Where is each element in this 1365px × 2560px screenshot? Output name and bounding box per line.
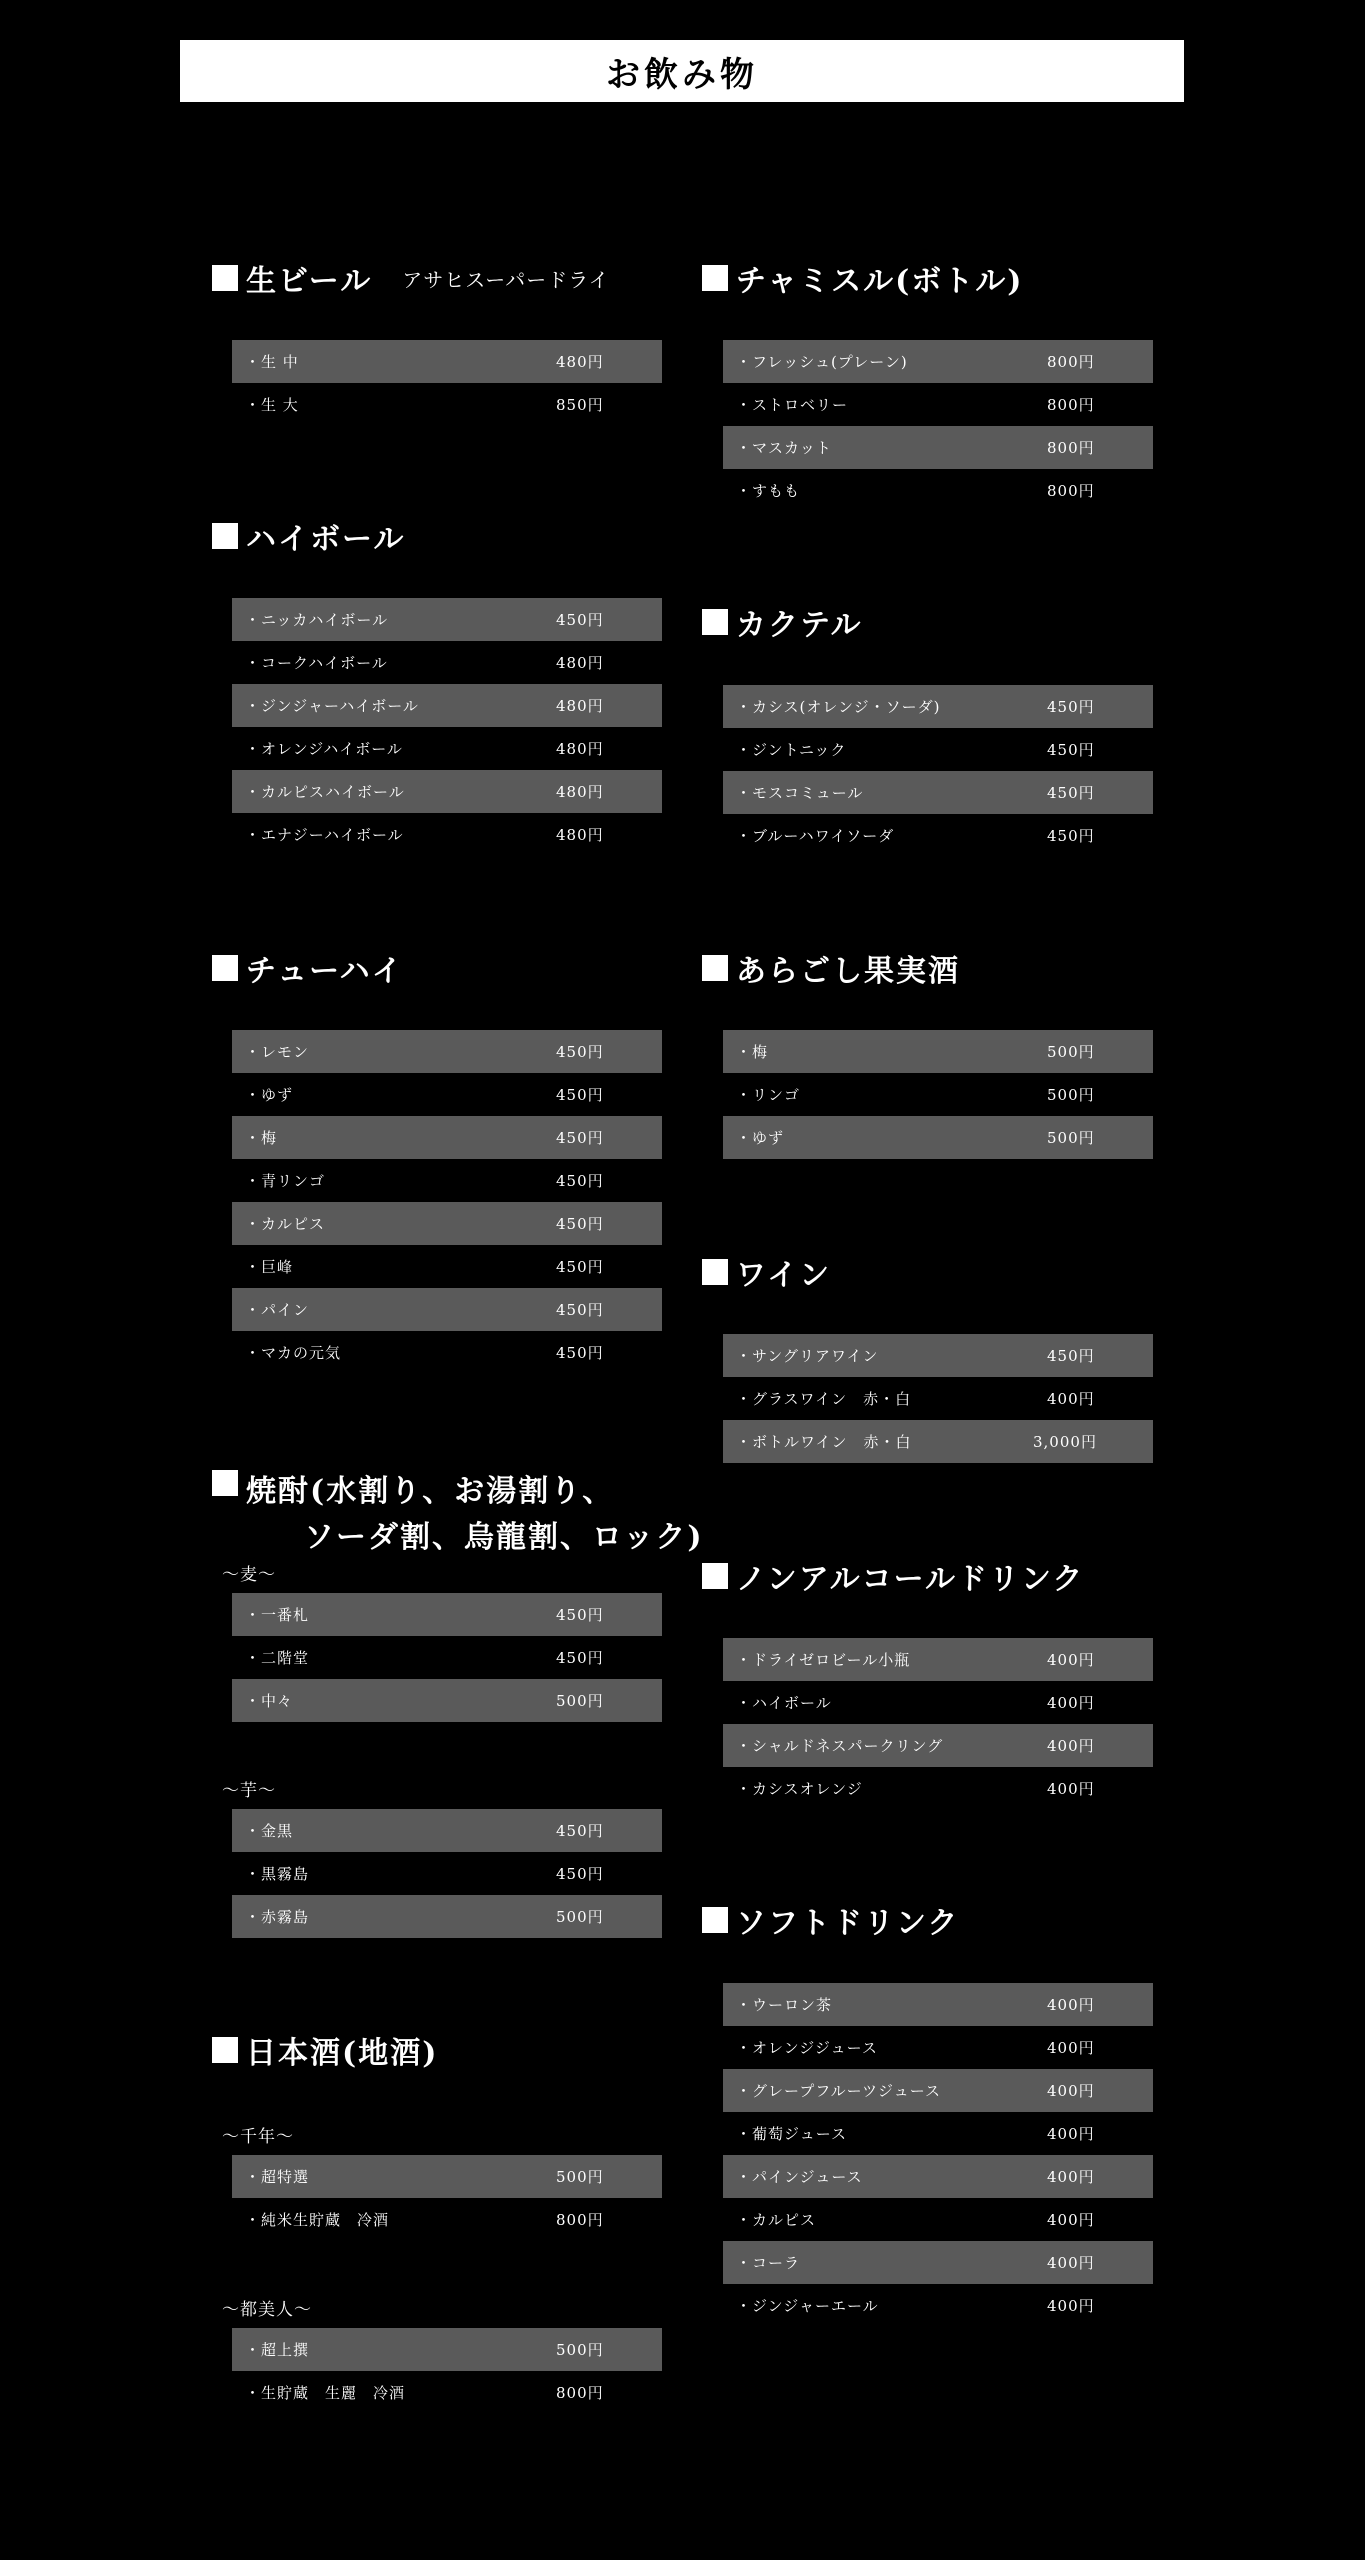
item-price: 450円: [1047, 698, 1095, 716]
item-price: 480円: [556, 697, 604, 715]
square-bullet-icon: [702, 1259, 728, 1285]
item-price: 400円: [1047, 2125, 1095, 2143]
item-price: 450円: [556, 1344, 604, 1362]
item-name: ・生貯蔵 生麗 冷酒: [245, 2384, 406, 2402]
menu-item: [723, 383, 1153, 426]
menu-item: [232, 598, 662, 641]
section-header-highball: [212, 514, 405, 558]
menu-item: [232, 1895, 662, 1938]
item-name: ・カルピスハイボール: [245, 783, 405, 801]
item-price: 400円: [1047, 2254, 1095, 2272]
item-name: ・黒霧島: [245, 1865, 310, 1883]
section-title: 日本酒(地酒): [246, 2036, 439, 2071]
item-name: ・モスコミュール: [736, 784, 864, 802]
menu-list-fruit-liquor: [723, 1030, 1153, 1159]
section-title: カクテル: [736, 608, 863, 643]
item-price: 450円: [556, 1129, 604, 1147]
item-price: 400円: [1047, 1694, 1095, 1712]
item-price: 450円: [556, 1606, 604, 1624]
item-price: 800円: [1047, 353, 1095, 371]
item-name: ・巨峰: [245, 1258, 294, 1276]
menu-item: [232, 383, 662, 426]
menu-item: [232, 1030, 662, 1073]
menu-item: [723, 2198, 1153, 2241]
item-name: ・ジンジャーハイボール: [245, 697, 419, 715]
section-title: ソフトドリンク: [736, 1906, 960, 1941]
item-name: ・フレッシュ(プレーン): [736, 353, 908, 371]
square-bullet-icon: [212, 2037, 238, 2063]
item-name: ・一番札: [245, 1606, 310, 1624]
section-header-non-alcohol: [702, 1554, 1084, 1598]
item-name: ・梅: [736, 1043, 769, 1061]
menu-item: [232, 813, 662, 856]
item-name: ・ジントニック: [736, 741, 847, 759]
item-price: 850円: [556, 396, 604, 414]
menu-item: [723, 2026, 1153, 2069]
item-price: 500円: [556, 2168, 604, 2186]
item-price: 400円: [1047, 1651, 1095, 1669]
item-price: 450円: [556, 1172, 604, 1190]
item-name: ・パイン: [245, 1301, 310, 1319]
item-price: 450円: [1047, 1347, 1095, 1365]
menu-item: [232, 1288, 662, 1331]
page-title: お飲み物: [180, 40, 1184, 102]
square-bullet-icon: [702, 609, 728, 635]
menu-item: [232, 684, 662, 727]
item-name: ・ブルーハワイソーダ: [736, 827, 895, 845]
menu-item: [232, 1331, 662, 1374]
menu-item: [232, 1116, 662, 1159]
square-bullet-icon: [212, 1470, 238, 1496]
menu-item: [723, 2155, 1153, 2198]
menu-item: [723, 685, 1153, 728]
section-title-line2: ソーダ割、烏龍割、ロック): [304, 1520, 704, 1555]
item-name: ・カルピス: [245, 1215, 326, 1233]
menu-item: [232, 1073, 662, 1116]
item-name: ・ハイボール: [736, 1694, 832, 1712]
section-header-chamisul: [702, 256, 1024, 300]
item-name: ・パインジュース: [736, 2168, 863, 2186]
item-price: 450円: [556, 1301, 604, 1319]
menu-list-beer: [232, 340, 662, 426]
item-price: 400円: [1047, 1737, 1095, 1755]
item-name: ・二階堂: [245, 1649, 310, 1667]
item-price: 400円: [1047, 2039, 1095, 2057]
menu-item: [723, 469, 1153, 512]
item-name: ・レモン: [245, 1043, 310, 1061]
menu-item: [723, 1073, 1153, 1116]
item-name: ・超特選: [245, 2168, 310, 2186]
section-header-fruit-liquor: [702, 946, 960, 990]
item-price: 500円: [1047, 1129, 1095, 1147]
item-price: 480円: [556, 783, 604, 801]
item-name: ・葡萄ジュース: [736, 2125, 847, 2143]
menu-item: [723, 814, 1153, 857]
menu-item: [723, 1983, 1153, 2026]
item-name: ・ドライゼロビール小瓶: [736, 1651, 911, 1669]
menu-list-chamisul: [723, 340, 1153, 512]
square-bullet-icon: [212, 523, 238, 549]
item-price: 480円: [556, 353, 604, 371]
item-price: 800円: [1047, 396, 1095, 414]
item-name: ・生 大: [245, 396, 299, 414]
item-price: 480円: [556, 740, 604, 758]
menu-item: [723, 771, 1153, 814]
section-header-shochu: [212, 1466, 704, 1556]
section-subtitle: アサヒスーパードライ: [402, 267, 610, 292]
item-price: 400円: [1047, 1780, 1095, 1798]
item-name: ・オレンジジュース: [736, 2039, 878, 2057]
menu-item: [232, 770, 662, 813]
item-price: 400円: [1047, 2082, 1095, 2100]
item-name: ・カシスオレンジ: [736, 1780, 863, 1798]
menu-item: [723, 1116, 1153, 1159]
item-name: ・ストロベリー: [736, 396, 849, 414]
square-bullet-icon: [212, 265, 238, 291]
menu-item: [723, 1638, 1153, 1681]
menu-item: [232, 2328, 662, 2371]
menu-item: [723, 1334, 1153, 1377]
item-name: ・ゆず: [245, 1086, 294, 1104]
menu-item: [232, 1245, 662, 1288]
menu-item: [232, 1159, 662, 1202]
group-label-sennen: ～千年～: [222, 2127, 294, 2147]
item-price: 400円: [1047, 1996, 1095, 2014]
item-name: ・コークハイボール: [245, 654, 388, 672]
item-name: ・ウーロン茶: [736, 1996, 833, 2014]
menu-item: [232, 2371, 662, 2414]
menu-item: [232, 1679, 662, 1722]
group-label-miyakobijin: ～都美人～: [222, 2300, 312, 2320]
item-name: ・オレンジハイボール: [245, 740, 403, 758]
menu-item: [723, 1724, 1153, 1767]
section-title: ノンアルコールドリンク: [736, 1562, 1085, 1597]
item-price: 480円: [556, 654, 604, 672]
menu-item: [723, 1377, 1153, 1420]
item-price: 400円: [1047, 1390, 1095, 1408]
section-header-soft-drink: [702, 1898, 959, 1942]
item-name: ・カルピス: [736, 2211, 817, 2229]
item-name: ・リンゴ: [736, 1086, 801, 1104]
menu-item: [723, 2112, 1153, 2155]
menu-list-highball: [232, 598, 662, 856]
section-header-beer: [212, 256, 610, 300]
item-name: ・ニッカハイボール: [245, 611, 389, 629]
group-label-mugi: ～麦～: [222, 1565, 276, 1585]
item-price: 500円: [556, 1692, 604, 1710]
item-price: 450円: [556, 1086, 604, 1104]
menu-list-shochu-mugi: [232, 1593, 662, 1722]
menu-item: [232, 2155, 662, 2198]
menu-item: [723, 2069, 1153, 2112]
item-name: ・エナジーハイボール: [245, 826, 404, 844]
square-bullet-icon: [212, 955, 238, 981]
item-price: 500円: [556, 1908, 604, 1926]
section-header-sake: [212, 2028, 438, 2072]
menu-item: [723, 1030, 1153, 1073]
item-price: 450円: [556, 1043, 604, 1061]
section-title: チューハイ: [246, 954, 404, 989]
menu-item: [723, 1420, 1153, 1463]
section-title: ハイボール: [246, 522, 406, 557]
item-name: ・ジンジャーエール: [736, 2297, 879, 2315]
menu-list-sake-miyakobijin: [232, 2328, 662, 2414]
menu-item: [232, 641, 662, 684]
group-label-imo: ～芋～: [222, 1781, 276, 1801]
item-price: 450円: [556, 1822, 604, 1840]
item-price: 450円: [1047, 741, 1095, 759]
item-name: ・グレープフルーツジュース: [736, 2082, 942, 2100]
square-bullet-icon: [702, 1563, 728, 1589]
menu-item: [723, 728, 1153, 771]
item-price: 450円: [556, 1865, 604, 1883]
item-price: 450円: [1047, 827, 1095, 845]
menu-item: [723, 2284, 1153, 2327]
item-name: ・金黒: [245, 1822, 294, 1840]
item-name: ・純米生貯蔵 冷酒: [245, 2211, 390, 2229]
menu-list-chuhai: [232, 1030, 662, 1374]
section-header-chuhai: [212, 946, 404, 990]
menu-item: [232, 1636, 662, 1679]
section-title: あらごし果実酒: [736, 954, 960, 989]
item-name: ・マカの元気: [245, 1344, 342, 1362]
item-name: ・シャルドネスパークリング: [736, 1737, 944, 1755]
item-price: 500円: [1047, 1086, 1095, 1104]
item-name: ・コーラ: [736, 2254, 801, 2272]
item-name: ・サングリアワイン: [736, 1347, 879, 1365]
item-name: ・ボトルワイン 赤・白: [736, 1433, 912, 1451]
item-name: ・生 中: [245, 353, 299, 371]
item-price: 3,000円: [1033, 1433, 1097, 1451]
menu-item: [232, 1852, 662, 1895]
menu-list-soft-drink: [723, 1983, 1153, 2327]
menu-list-wine: [723, 1334, 1153, 1463]
menu-item: [723, 1681, 1153, 1724]
menu-item: [723, 340, 1153, 383]
square-bullet-icon: [702, 955, 728, 981]
item-price: 450円: [556, 1215, 604, 1233]
item-price: 800円: [556, 2384, 604, 2402]
item-name: ・赤霧島: [245, 1908, 310, 1926]
section-title: 生ビール: [246, 264, 373, 299]
item-price: 450円: [556, 1649, 604, 1667]
section-header-cocktail: [702, 600, 863, 644]
item-name: ・カシス(オレンジ・ソーダ): [736, 698, 941, 716]
menu-item: [232, 2198, 662, 2241]
item-name: ・グラスワイン 赤・白: [736, 1390, 912, 1408]
square-bullet-icon: [702, 1907, 728, 1933]
section-title-line1: 焼酎(水割り、お湯割り、: [246, 1474, 615, 1509]
item-price: 800円: [1047, 439, 1095, 457]
item-name: ・マスカット: [736, 439, 832, 457]
item-price: 400円: [1047, 2168, 1095, 2186]
item-name: ・ゆず: [736, 1129, 785, 1147]
item-name: ・青リンゴ: [245, 1172, 326, 1190]
item-price: 500円: [556, 2341, 604, 2359]
item-price: 400円: [1047, 2211, 1095, 2229]
item-price: 450円: [556, 1258, 604, 1276]
section-header-wine: [702, 1250, 831, 1294]
item-price: 450円: [556, 611, 604, 629]
section-title: ワイン: [736, 1258, 832, 1293]
menu-item: [232, 727, 662, 770]
menu-list-cocktail: [723, 685, 1153, 857]
menu-list-shochu-imo: [232, 1809, 662, 1938]
item-price: 800円: [1047, 482, 1095, 500]
item-name: ・梅: [245, 1129, 278, 1147]
menu-item: [723, 2241, 1153, 2284]
menu-item: [723, 1767, 1153, 1810]
item-name: ・超上撰: [245, 2341, 310, 2359]
menu-list-non-alcohol: [723, 1638, 1153, 1810]
item-price: 480円: [556, 826, 604, 844]
item-price: 400円: [1047, 2297, 1095, 2315]
square-bullet-icon: [702, 265, 728, 291]
menu-item: [232, 1809, 662, 1852]
item-price: 800円: [556, 2211, 604, 2229]
menu-item: [723, 426, 1153, 469]
section-title: チャミスル(ボトル): [736, 264, 1024, 299]
menu-item: [232, 1593, 662, 1636]
menu-item: [232, 340, 662, 383]
item-name: ・中々: [245, 1692, 294, 1710]
item-name: ・すもも: [736, 482, 801, 500]
menu-list-sake-sennen: [232, 2155, 662, 2241]
item-price: 500円: [1047, 1043, 1095, 1061]
menu-item: [232, 1202, 662, 1245]
item-price: 450円: [1047, 784, 1095, 802]
